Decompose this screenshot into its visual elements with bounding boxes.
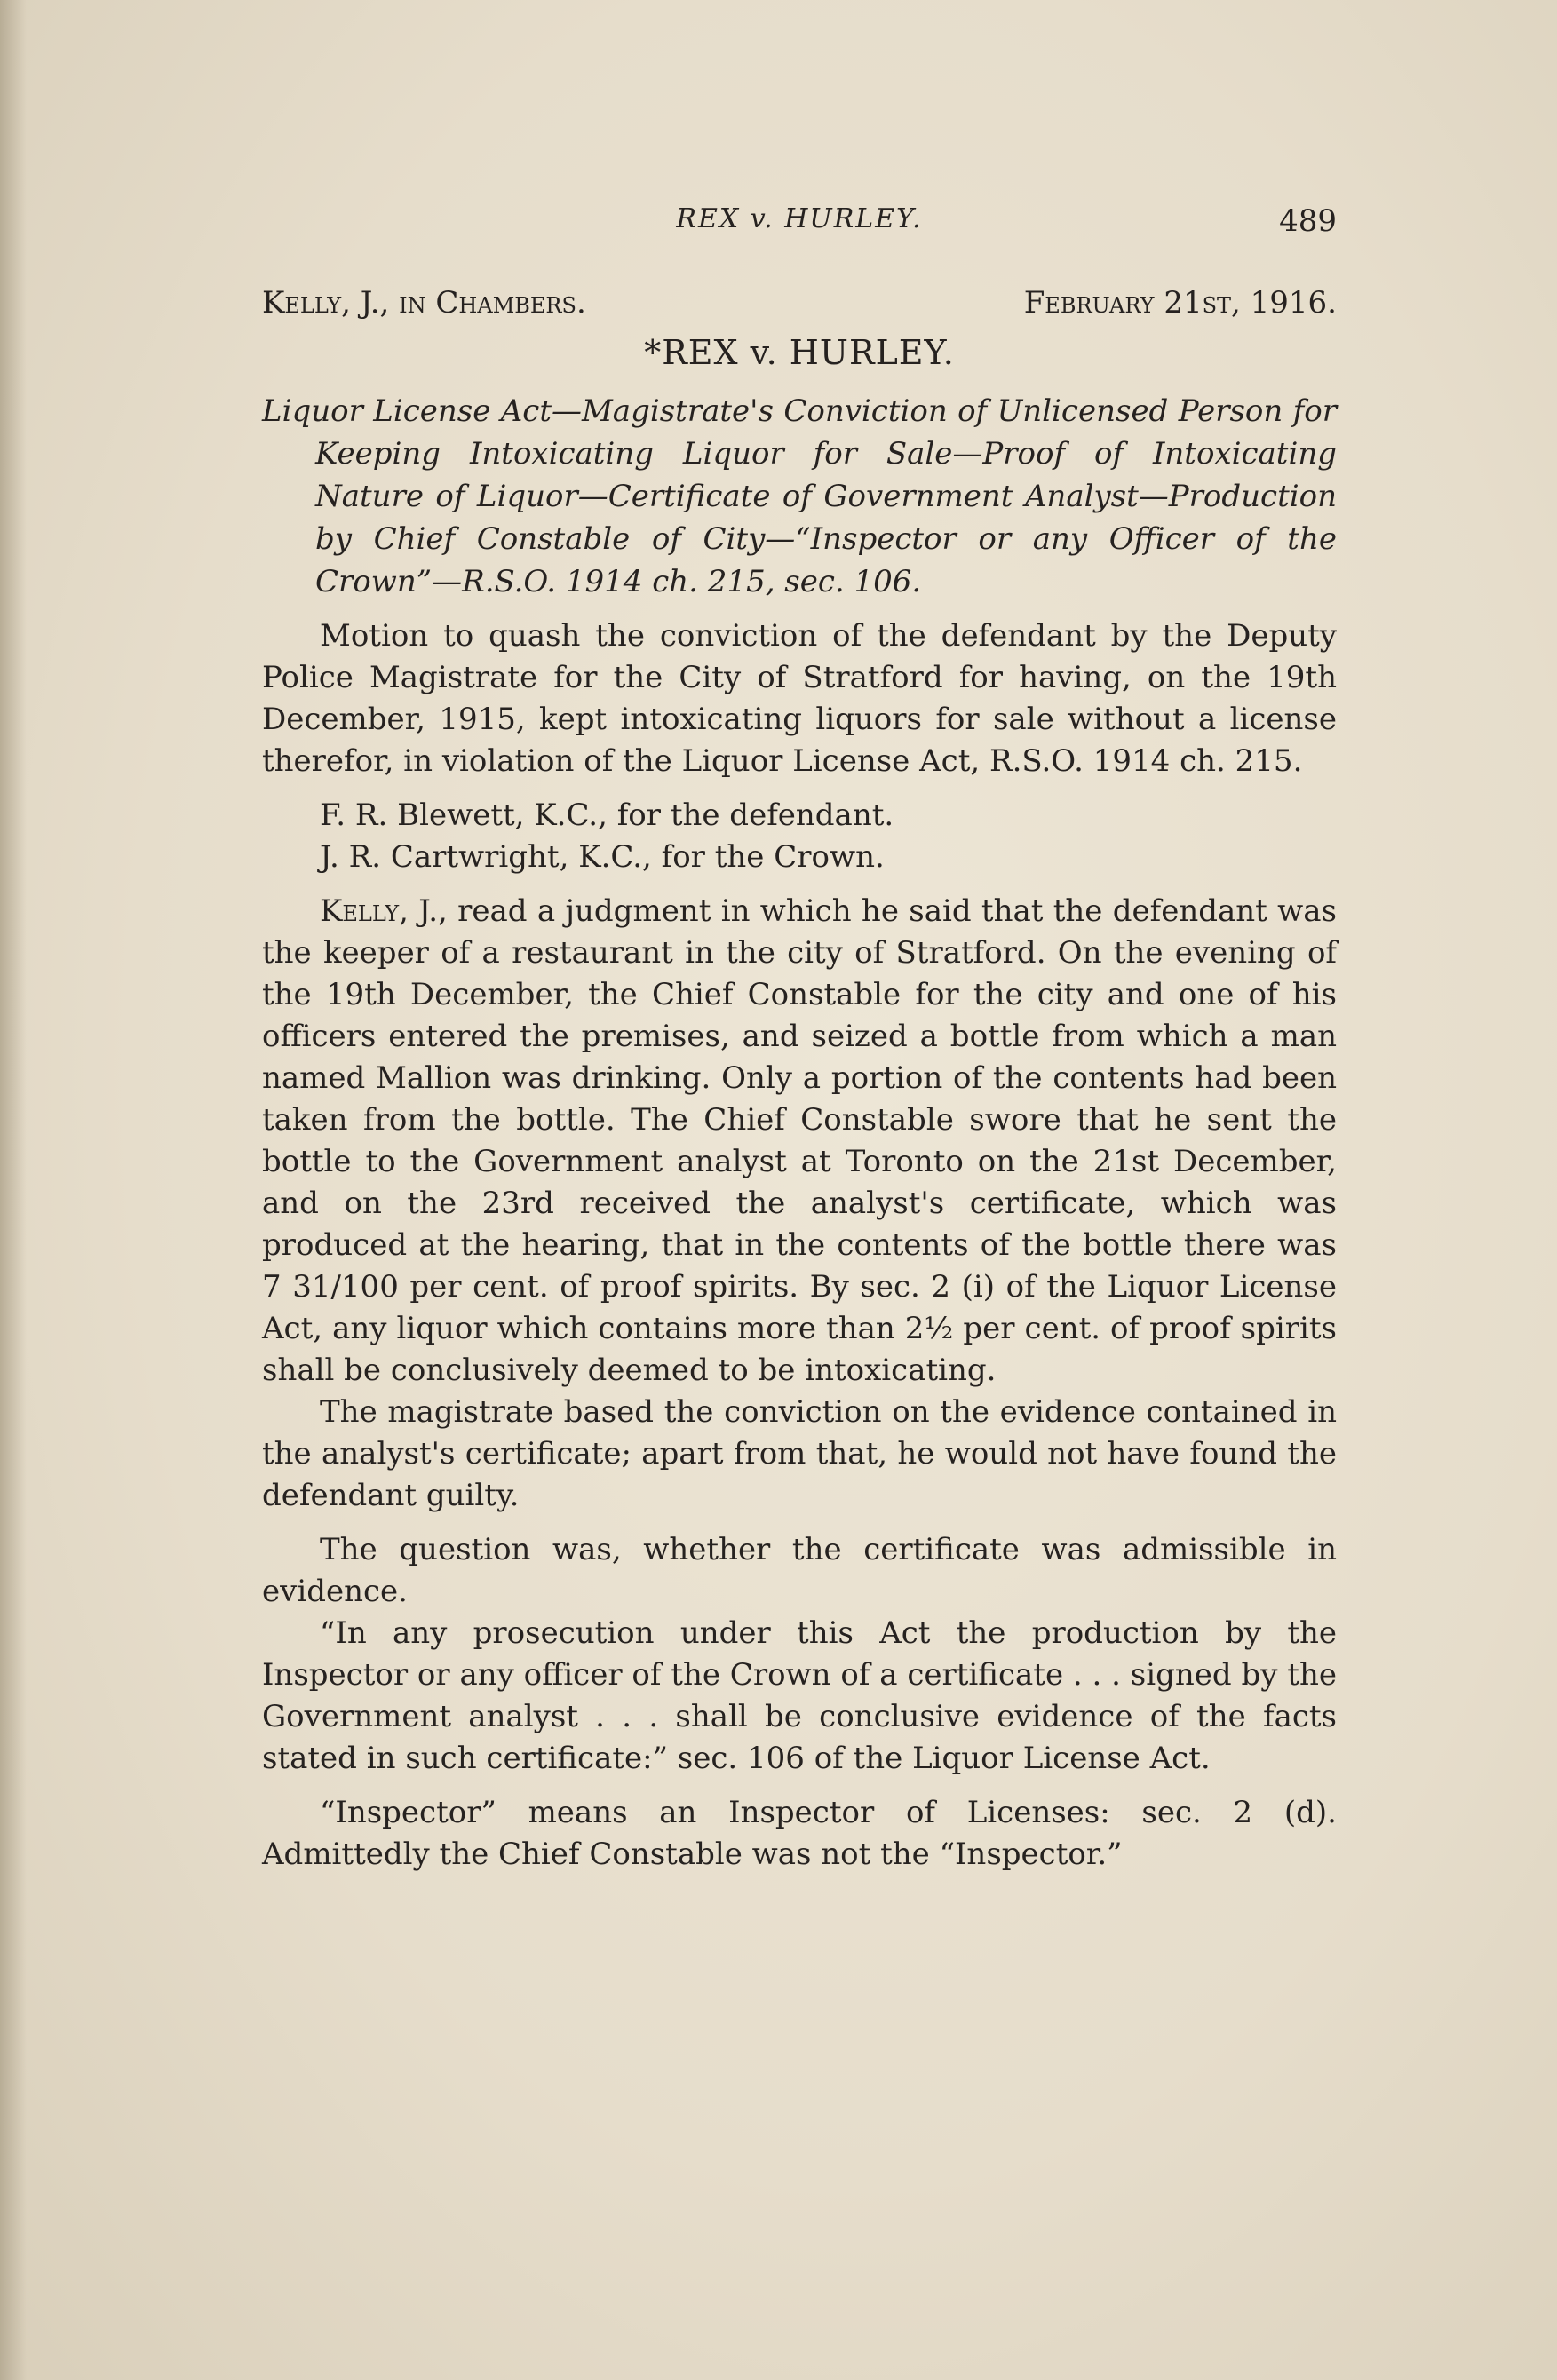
motion-paragraph: Motion to quash the conviction of the defendant by the Deputy Police Magistrate for the City of Stratford for having, on the 19th December, 1915, kept intoxicating liquors for sale without a license therefor, in violation of the Liquor License Act, R.S.O. 1914 ch. 215. — [262, 618, 1337, 779]
judge-chambers: Kelly, J., in Chambers. — [262, 285, 586, 321]
judgment-paragraph-3: The question was, whether the certificate was admissible in evidence. — [262, 1532, 1337, 1609]
judgment-judge: Kelly, J. — [320, 893, 439, 929]
case-title: *REX v. HURLEY. — [644, 333, 955, 372]
counsel-defendant: F. R. Blewett, K.C., for the defendant. — [320, 797, 894, 833]
judgment-paragraph-1-text: , read a judgment in which he said that the defendant was the keeper of a restaurant in the city of Stratford. On the evening of the 19th December, the Chief Constable for the city and one of his officers entered the premises, and seized a bottle from which a man named Mallion was drinking. Only a portion of the contents had been taken from the bottle. The Chief Constable swore that he sent the bottle to the Government analyst at Toronto on the 21st December, and on the 23rd received the analyst's certificate, which was produced at the hearing, that in the contents of the bottle there was 7 31/100 per cent. of proof spirits. By sec. 2 (i) of the Liquor License Act, any liquor which contains more than 2½ per cent. of proof spirits shall be conclusively deemed to be intoxicating. — [262, 893, 1337, 1388]
judgment-paragraph-1 — [262, 891, 1337, 1392]
judgment-paragraph-2: The magistrate based the conviction on the evidence contained in the analyst's certificate; apart from that, he would not have found the defendant guilty. — [262, 1394, 1337, 1513]
decision-date: February 21st, 1916. — [1023, 285, 1337, 321]
statute-quote: “In any prosecution under this Act the production by the Inspector or any officer of the Crown of a certificate . . . signed by the Government analyst . . . shall be conclusive evidence of the facts stated in such certificate:” sec. 106 of the Liquor License Act. — [262, 1615, 1337, 1776]
running-head — [262, 200, 1337, 244]
binding-gutter — [0, 0, 27, 2380]
running-title: REX v. HURLEY. — [676, 203, 923, 234]
judgment-paragraph-5: “Inspector” means an Inspector of Licenses: sec. 2 (d). Admittedly the Chief Constable was not the “Inspector.” — [262, 1795, 1337, 1872]
document-page — [262, 200, 1337, 1876]
counsel-list — [262, 795, 1337, 878]
headnote: Liquor License Act—Magistrate's Conviction of Unlicensed Person for Keeping Intoxicating Liquor for Sale—Proof of Intoxicating Nature of Liquor—Certificate of Government Analyst—Production by Chief Constable of City—“Inspector or any Officer of the Crown”—R.S.O. 1914 ch. 215, sec. 106. — [262, 393, 1337, 599]
counsel-crown: J. R. Cartwright, K.C., for the Crown. — [320, 839, 885, 875]
case-line — [262, 283, 1337, 322]
page-number: 489 — [1279, 203, 1337, 239]
